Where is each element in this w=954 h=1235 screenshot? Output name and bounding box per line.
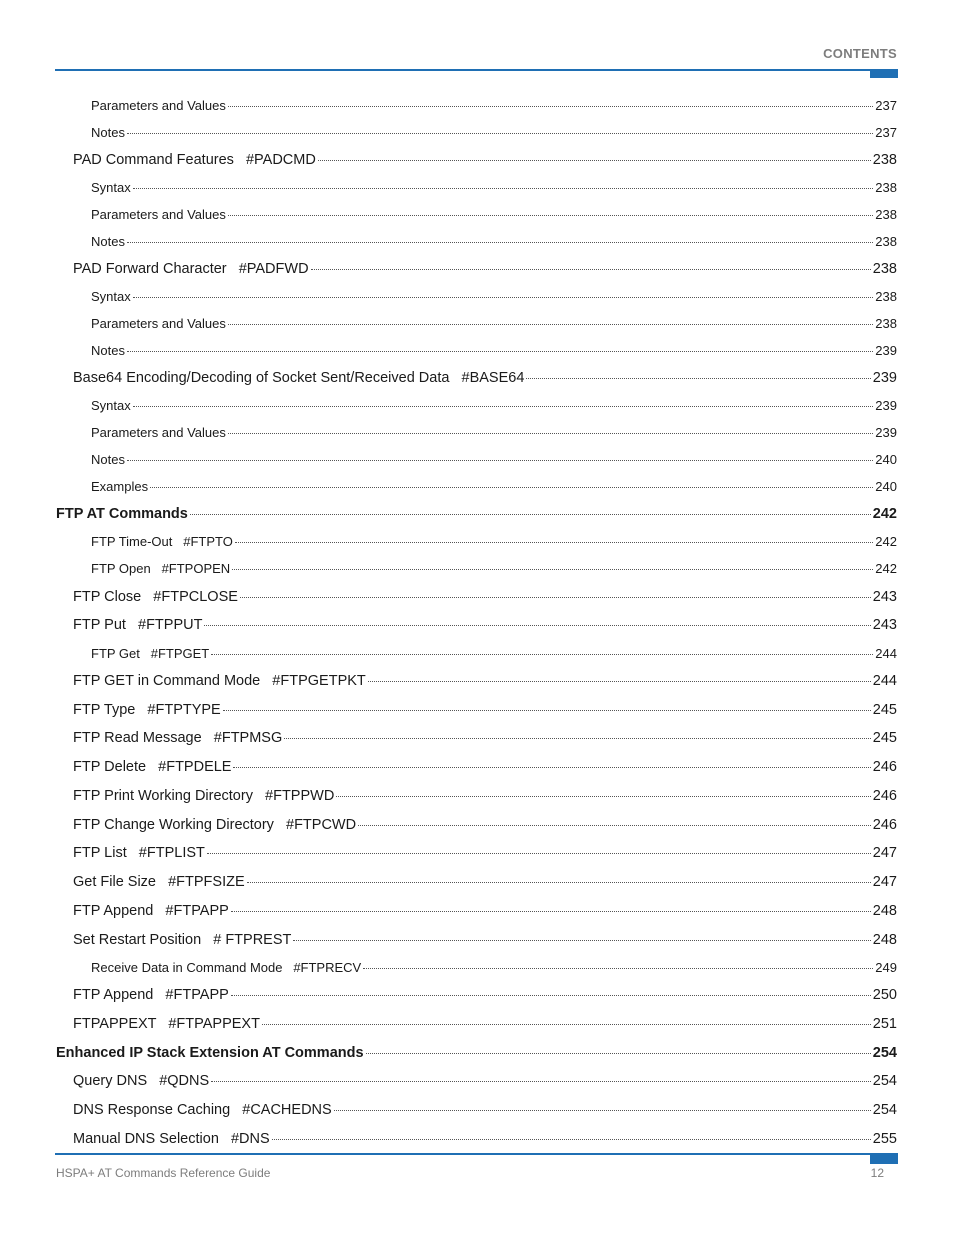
toc-dot-leader [127, 351, 873, 352]
toc-entry[interactable] [91, 207, 897, 222]
toc-dot-leader [228, 106, 873, 107]
toc-entry[interactable] [73, 1073, 897, 1089]
header-section-label: CONTENTS [823, 46, 897, 61]
toc-entry[interactable] [73, 932, 897, 948]
toc-entry[interactable] [91, 343, 897, 358]
toc-entry[interactable] [91, 646, 897, 661]
toc-entry-page: 239 [875, 398, 897, 413]
toc-dot-leader [336, 796, 870, 797]
toc-dot-leader [211, 1081, 871, 1082]
toc-entry[interactable] [73, 1102, 897, 1118]
toc-entry-title: FTP Read Message #FTPMSG [73, 730, 283, 746]
toc-entry-page: 238 [872, 152, 897, 168]
toc-entry-page: 255 [872, 1131, 897, 1147]
toc-entry[interactable] [91, 425, 897, 440]
toc-dot-leader [231, 995, 871, 996]
toc-entry[interactable] [73, 1131, 897, 1147]
toc-entry-title: Receive Data in Command Mode #FTPRECV [91, 960, 362, 975]
toc-entry-page: 238 [875, 207, 897, 222]
toc-entry-title: FTP Append #FTPAPP [73, 987, 229, 1003]
toc-entry-title: Enhanced IP Stack Extension AT Commands [56, 1045, 364, 1061]
toc-entry-title: Parameters and Values [91, 98, 226, 113]
toc-dot-leader [133, 406, 874, 407]
toc-dot-leader [223, 710, 871, 711]
toc-entry-page: 248 [872, 932, 897, 948]
toc-entry-title: Set Restart Position # FTPREST [73, 932, 292, 948]
toc-dot-leader [204, 625, 870, 626]
toc-entry[interactable] [73, 817, 897, 833]
toc-entry-title: DNS Response Caching #CACHEDNS [73, 1102, 332, 1118]
toc-dot-leader [207, 853, 871, 854]
toc-dot-leader [240, 597, 871, 598]
toc-dot-leader [247, 882, 871, 883]
toc-dot-leader [127, 133, 873, 134]
footer-doc-title: HSPA+ AT Commands Reference Guide [56, 1166, 271, 1180]
toc-entry-page: 240 [875, 452, 897, 467]
toc-entry-title: Parameters and Values [91, 425, 226, 440]
toc-dot-leader [363, 968, 873, 969]
toc-entry-title: FTP Print Working Directory #FTPPWD [73, 788, 335, 804]
toc-entry[interactable] [91, 452, 897, 467]
toc-entry[interactable] [73, 845, 897, 861]
toc-entry-title: FTP Get #FTPGET [91, 646, 210, 661]
toc-dot-leader [150, 487, 873, 488]
toc-entry-title: FTP Change Working Directory #FTPCWD [73, 817, 357, 833]
toc-entry-title: FTP Time-Out #FTPTO [91, 534, 233, 549]
toc-entry-page: 237 [875, 125, 897, 140]
toc-entry[interactable] [91, 316, 897, 331]
toc-dot-leader [262, 1024, 871, 1025]
toc-entry[interactable] [91, 125, 897, 140]
toc-entry-page: 245 [872, 730, 897, 746]
toc-entry-title: Notes [91, 234, 125, 249]
toc-entry[interactable] [73, 987, 897, 1003]
toc-entry-page: 239 [875, 425, 897, 440]
toc-entry-title: FTP Open #FTPOPEN [91, 561, 231, 576]
toc-entry-page: 238 [872, 261, 897, 277]
toc-entry[interactable] [91, 479, 897, 494]
toc-dot-leader [233, 767, 870, 768]
toc-entry-page: 239 [875, 343, 897, 358]
toc-entry-page: 242 [872, 506, 897, 522]
toc-entry-page: 254 [872, 1102, 897, 1118]
toc-dot-leader [228, 324, 873, 325]
footer-page-number: 12 [870, 1166, 884, 1180]
toc-dot-leader [190, 514, 871, 515]
toc-entry[interactable] [73, 702, 897, 718]
toc-entry-page: 246 [872, 788, 897, 804]
toc-entry-page: 248 [872, 903, 897, 919]
toc-entry-title: Syntax [91, 180, 131, 195]
toc-entry-title: Parameters and Values [91, 316, 226, 331]
toc-entry[interactable] [91, 561, 897, 576]
toc-dot-leader [228, 433, 873, 434]
toc-entry[interactable] [73, 370, 897, 386]
toc-dot-leader [318, 160, 871, 161]
toc-entry[interactable] [73, 1016, 897, 1032]
toc-entry-page: 244 [875, 646, 897, 661]
toc-entry-page: 240 [875, 479, 897, 494]
toc-entry-title: Query DNS #QDNS [73, 1073, 210, 1089]
toc-entry-page: 238 [875, 289, 897, 304]
toc-entry-title: FTP Append #FTPAPP [73, 903, 229, 919]
toc-entry[interactable] [91, 960, 897, 975]
toc-dot-leader [284, 738, 871, 739]
toc-entry-page: 243 [872, 617, 897, 633]
toc-dot-leader [133, 297, 874, 298]
toc-entry[interactable] [73, 673, 897, 689]
toc-entry-page: 238 [875, 316, 897, 331]
toc-entry-page: 237 [875, 98, 897, 113]
toc-entry-page: 251 [872, 1016, 897, 1032]
toc-entry-page: 244 [872, 673, 897, 689]
toc-dot-leader [293, 940, 870, 941]
toc-entry-title: FTP List #FTPLIST [73, 845, 205, 861]
footer-rule-accent [870, 1155, 898, 1164]
toc-entry[interactable] [56, 1045, 897, 1061]
toc-entry-page: 250 [872, 987, 897, 1003]
toc-entry-page: 247 [872, 845, 897, 861]
toc-entry-title: Manual DNS Selection #DNS [73, 1131, 270, 1147]
toc-dot-leader [211, 654, 873, 655]
toc-entry-page: 254 [872, 1045, 897, 1061]
toc-entry-title: Examples [91, 479, 149, 494]
toc-entry-page: 242 [875, 534, 897, 549]
toc-entry-page: 246 [872, 759, 897, 775]
toc-entry[interactable] [73, 759, 897, 775]
toc-entry-title: FTP Type #FTPTYPE [73, 702, 221, 718]
toc-entry-title: FTP Put #FTPPUT [73, 617, 203, 633]
toc-entry-title: Parameters and Values [91, 207, 226, 222]
toc-dot-leader [133, 188, 874, 189]
toc-entry-title: Notes [91, 125, 125, 140]
toc-entry[interactable] [91, 289, 897, 304]
toc-entry-page: 254 [872, 1073, 897, 1089]
toc-entry-title: Notes [91, 452, 125, 467]
toc-dot-leader [231, 911, 871, 912]
toc-dot-leader [526, 378, 870, 379]
toc-dot-leader [368, 681, 871, 682]
toc-entry[interactable] [73, 874, 897, 890]
toc-dot-leader [334, 1110, 871, 1111]
toc-dot-leader [232, 569, 873, 570]
toc-entry[interactable] [56, 506, 897, 522]
toc-entry-title: Syntax [91, 398, 131, 413]
toc-entry-page: 243 [872, 589, 897, 605]
toc-entry[interactable] [91, 534, 897, 549]
toc-entry[interactable] [91, 234, 897, 249]
toc-entry-title: Get File Size #FTPFSIZE [73, 874, 245, 890]
toc-entry[interactable] [73, 589, 897, 605]
toc-entry-title: Syntax [91, 289, 131, 304]
toc-entry-page: 238 [875, 180, 897, 195]
toc-dot-leader [272, 1139, 871, 1140]
toc-entry[interactable] [73, 788, 897, 804]
toc-entry-page: 247 [872, 874, 897, 890]
toc-entry[interactable] [91, 398, 897, 413]
toc-entry-page: 245 [872, 702, 897, 718]
toc-entry[interactable] [91, 180, 897, 195]
toc-entry-page: 239 [872, 370, 897, 386]
toc-entry-page: 242 [875, 561, 897, 576]
toc-entry[interactable] [73, 261, 897, 277]
toc-entry-title: FTP AT Commands [56, 506, 188, 522]
toc-dot-leader [228, 215, 873, 216]
toc-entry[interactable] [73, 617, 897, 633]
toc-dot-leader [127, 242, 873, 243]
toc-dot-leader [235, 542, 873, 543]
toc-entry[interactable] [73, 152, 897, 168]
toc-dot-leader [366, 1053, 871, 1054]
toc-entry-title: PAD Forward Character #PADFWD [73, 261, 309, 277]
toc-entry[interactable] [73, 730, 897, 746]
toc-dot-leader [311, 269, 871, 270]
toc-entry-page: 249 [875, 960, 897, 975]
toc-entry[interactable] [73, 903, 897, 919]
toc-dot-leader [127, 460, 873, 461]
toc-entry-title: PAD Command Features #PADCMD [73, 152, 316, 168]
toc-entry-page: 246 [872, 817, 897, 833]
toc-dot-leader [358, 825, 871, 826]
toc-entry-page: 238 [875, 234, 897, 249]
toc-entry-title: FTPAPPEXT #FTPAPPEXT [73, 1016, 260, 1032]
toc-entry[interactable] [91, 98, 897, 113]
toc-entry-title: FTP Delete #FTPDELE [73, 759, 232, 775]
footer-rule [55, 1153, 898, 1155]
toc-entry-title: FTP GET in Command Mode #FTPGETPKT [73, 673, 366, 689]
toc-entry-title: Base64 Encoding/Decoding of Socket Sent/Received Data #BASE64 [73, 370, 525, 386]
toc-entry-title: Notes [91, 343, 125, 358]
toc-entry-title: FTP Close #FTPCLOSE [73, 589, 238, 605]
